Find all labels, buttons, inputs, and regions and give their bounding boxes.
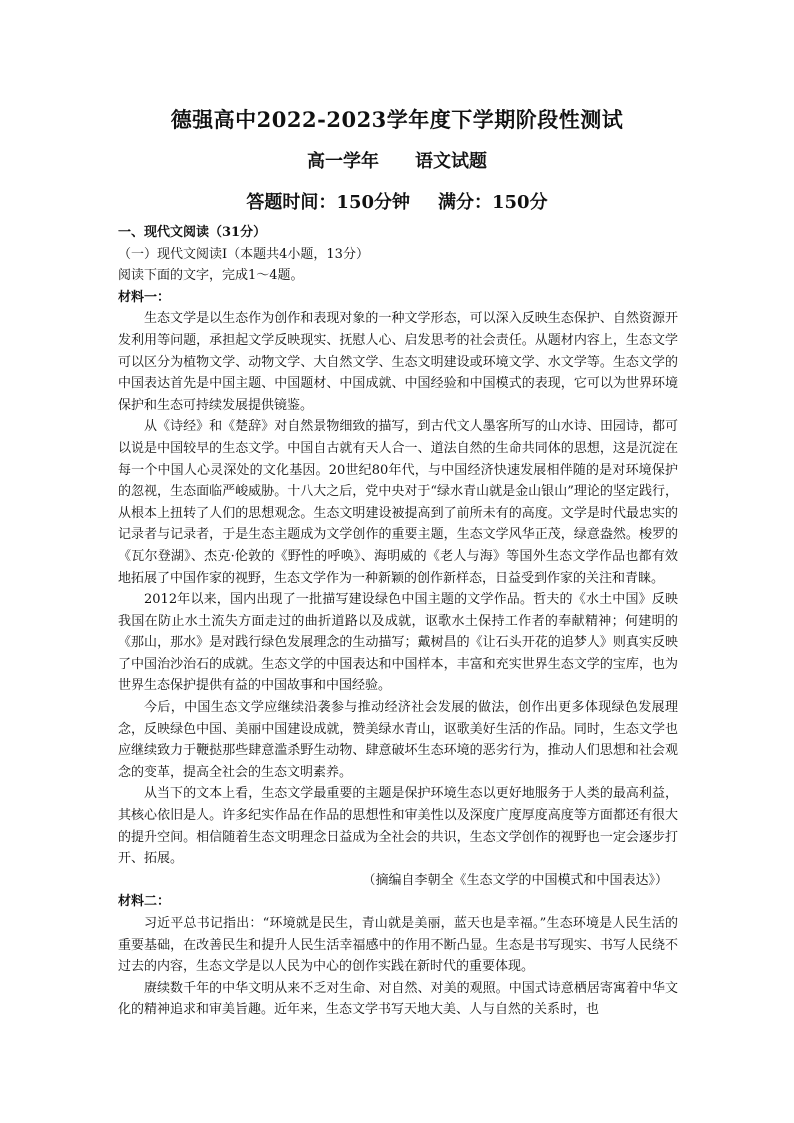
material-1-paragraph: 从当下的文本上看，生态文学最重要的主题是保护环境生态以更好地服务于人类的最高利益，其核心依旧是人。许多纪实作品在作品的思想性和审美性以及深度广度厚度高度等方面都还有很大的提升空间。相信随着生态文明理念日益成为全社会的共识，生态文学创作的视野也一定会逐步打开、拓展。 [118, 786, 678, 867]
exam-body [118, 222, 678, 1021]
exam-subtitle [0, 147, 794, 173]
section-subheading: （一）现代文阅读Ⅰ（本题共4小题，13分） [118, 246, 369, 262]
material-2-paragraph: 习近平总书记指出：“环境就是民生，青山就是美丽，蓝天也是幸福。”生态环境是人民生活的重要基础，在改善民生和提升人民生活幸福感中的作用不断凸显。生态是书写现实、书写人民绕不过去的内容，生态文学是以人民为中心的创作实践在新时代的重要体现。 [118, 916, 678, 975]
exam-info [0, 188, 794, 214]
material-2-paragraph: 赓续数千年的中华文明从来不乏对生命、对自然、对美的观照。中国式诗意栖居寄寓着中华文化的精神追求和审美旨趣。近年来，生态文学书写天地大美、人与自然的关系时，也 [118, 980, 678, 1018]
score-label: 满分：150分 [438, 192, 548, 213]
material-1-paragraph: 今后，中国生态文学应继续沿袭参与推动经济社会发展的做法，创作出更多体现绿色发展理念，反映绿色中国、美丽中国建设成就，赞美绿水青山，讴歌美好生活的作品。同时，生态文学也应继续致力于鞭挞那些肆意滥杀野生动物、肆意破坏生态环境的恶劣行为，推动人们思想和社会观念的变革，提高全社会的生态文明素养。 [118, 700, 678, 780]
time-label: 答题时间：150分钟 [246, 192, 410, 213]
material-1-paragraph: 2012年以来，国内出现了一批描写建设绿色中国主题的文学作品。哲夫的《水土中国》反映我国在防止水土流失方面走过的曲折道路以及成就，讴歌水土保持工作者的奉献精神；何建明的《那山，那水》是对践行绿色发展理念的生动描写；戴树昌的《让石头开花的追梦人》则真实反映了中国治沙治石的成就。生态文学的中国表达和中国样本，丰富和充实世界生态文学的宝库，也为世界生态保护提供有益的中国故事和中国经验。 [118, 592, 678, 694]
exam-title: 德强高中2022-2023学年度下学期阶段性测试 [170, 107, 624, 132]
material-1-paragraph: 生态文学是以生态作为创作和表现对象的一种文学形态，可以深入反映生态保护、自然资源开发利用等问题，承担起文学反映现实、抚慰人心、启发思考的社会责任。从题材内容上，生态文学可以区分为植物文学、动物文学、大自然文学、生态文明建设或环境文学、水文学等。生态文学的中国表达首先是中国主题、中国题材、中国成就、中国经验和中国模式的表现，它可以为世界环境保护和生态可持续发展提供镜鉴。 [118, 311, 678, 413]
material-1-label: 材料一： [118, 289, 171, 305]
grade-label: 高一学年 [307, 151, 379, 172]
material-2-label: 材料二： [118, 894, 171, 910]
material-1-paragraph: 从《诗经》和《楚辞》对自然景物细致的描写，到古代文人墨客所写的山水诗、田园诗，都可以说是中国较早的生态文学。中国自古就有天人合一、道法自然的生命共同体的思想，这是沉淀在每一个中国人心灵深处的文化基因。20世纪80年代，与中国经济快速发展相伴随的是对环境保护的忽视，生态面临严峻威胁。十八大之后，党中央对于“绿水青山就是金山银山”理论的坚定践行，从根本上扭转了人们的思想观念。生态文明建设被提高到了前所未有的高度。文学是时代最忠实的记录者与记录者，于是生态主题成为文学创作的重要主题，生态文学风华正茂，绿意盎然。梭罗的《瓦尔登湖》、杰克·伦敦的《野性的呼唤》、海明威的《老人与海》等国外生态文学作品也都有效地拓展了中国作家的视野，生态文学作为一种新颖的创作新样态，日益受到作家的关注和青睐。 [118, 419, 678, 586]
subject-label: 语文试题 [415, 151, 487, 172]
instruction: 阅读下面的文字，完成1～4题。 [118, 268, 304, 284]
material-1-source: （摘编自李朝全《生态文学的中国模式和中国表达》） [362, 872, 668, 888]
section-heading: 一、现代文阅读（31分） [118, 225, 267, 240]
